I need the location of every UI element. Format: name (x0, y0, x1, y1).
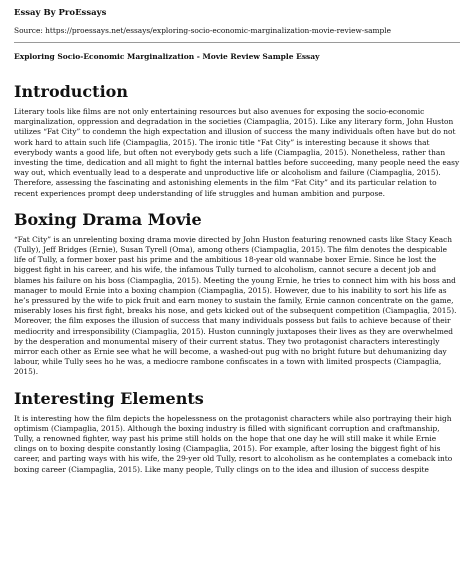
section-heading-boxing-drama-movie: Boxing Drama Movie (14, 209, 202, 229)
section-heading-introduction: Introduction (14, 82, 128, 101)
section-body-introduction: Literary tools like films are not only entertaining resources but also avenues for exposing the socio-economic marginalization, oppression and degradation in the societies (Ciampaglia, 2015). Like any literary form, John Huston utilizes “Fat City” to condemn the high expectation and illusion of success the many individuals often have but do not work hard to attain such life (Ciampaglia, 2015). The ironic title “Fat City” is interesting because it shows that everybody wants a good life, but often not everybody gets such a life (Ciampaglia, 2015). Nonetheless, rather than investing the time, dedication and all might to fight the internal battles before succeeding, many people need the easy way out, which eventually lead to a desperate and unproductive life or alcoholism and failure (Ciampaglia, 2015). Therefore, assessing the fascinating and astonishing elements in the film “Fat City” and its particular relation to recent experiences prompt deep understanding of life struggles and human ambition and purpose. (14, 107, 460, 198)
section-body-boxing-drama-movie: “Fat City” is an unrelenting boxing drama movie directed by John Huston featuring renowned casts like Stacy Keach (Tully), Jeff Bridges (Ernie), Susan Tyrell (Oma), among others (Ciampaglia, 2015). The film denotes the despicable life of Tully, a former boxer past his prime and the ambitious 18-year old wannabe boxer Ernie. Since he lost the biggest fight in his career, and his wife, the infamous Tully turned to alcoholism, cannot secure a decent job and blames his failure on his boss (Ciampaglia, 2015). Meeting the young Ernie, he tries to connect him with his boss and manager to mould Ernie into a boxing champion (Ciampaglia, 2015). However, due to his inability to sort his life as he’s pressured by the wife to pick fruit and earn money to sustain the family, Ernie cannon concentrate on the game, miserably loses his first fight, breaks his nose, and gets kicked out of the subsequent competition (Ciampaglia, 2015). Moreover, the film exposes the illusion of success that many individuals possess but fails to achieve because of their mediocrity and irresponsibility (Ciampaglia, 2015). Huston cunningly juxtaposes their lives as they are overwhelmed by the desperation and monumental misery of their current status. They two protagonist characters interestingly mirror each other as Ernie see what he will become, a washed-out pug with no bright future but dehumanizing day labour, while Tully sees ho he was, a mediocre rambone confiscates in a town with limited prospects (Ciampaglia, 2015). (14, 234, 457, 377)
document-title: Exploring Socio-Economic Marginalization - Movie Review Sample Essay (14, 52, 320, 61)
section-body-interesting-elements: It is interesting how the film depicts the hopelessness on the protagonist characters while also portraying their high optimism (Ciampaglia, 2015). Although the boxing industry is filled with significant corruption and craftmanship, Tully, a renowned fighter, way past his prime still holds on the hope that one day he will still make it while Ernie clings on to boxing despite constantly losing (Ciampaglia, 2015). For example, after losing the biggest fight of his career, and parting ways with his wife, the 29-yer old Tully, resort to alcoholism as he contemplates a comeback into boxing career (Ciampaglia, 2015). Like many people, Tully clings on to the idea and illusion of success despite (14, 413, 453, 474)
source-line: Source: https://proessays.net/essays/exploring-socio-economic-marginalization-movie-review-sample (14, 26, 391, 35)
header-divider (14, 42, 460, 43)
section-heading-interesting-elements: Interesting Elements (14, 388, 204, 408)
brand-title: Essay By ProEssays (14, 8, 107, 18)
